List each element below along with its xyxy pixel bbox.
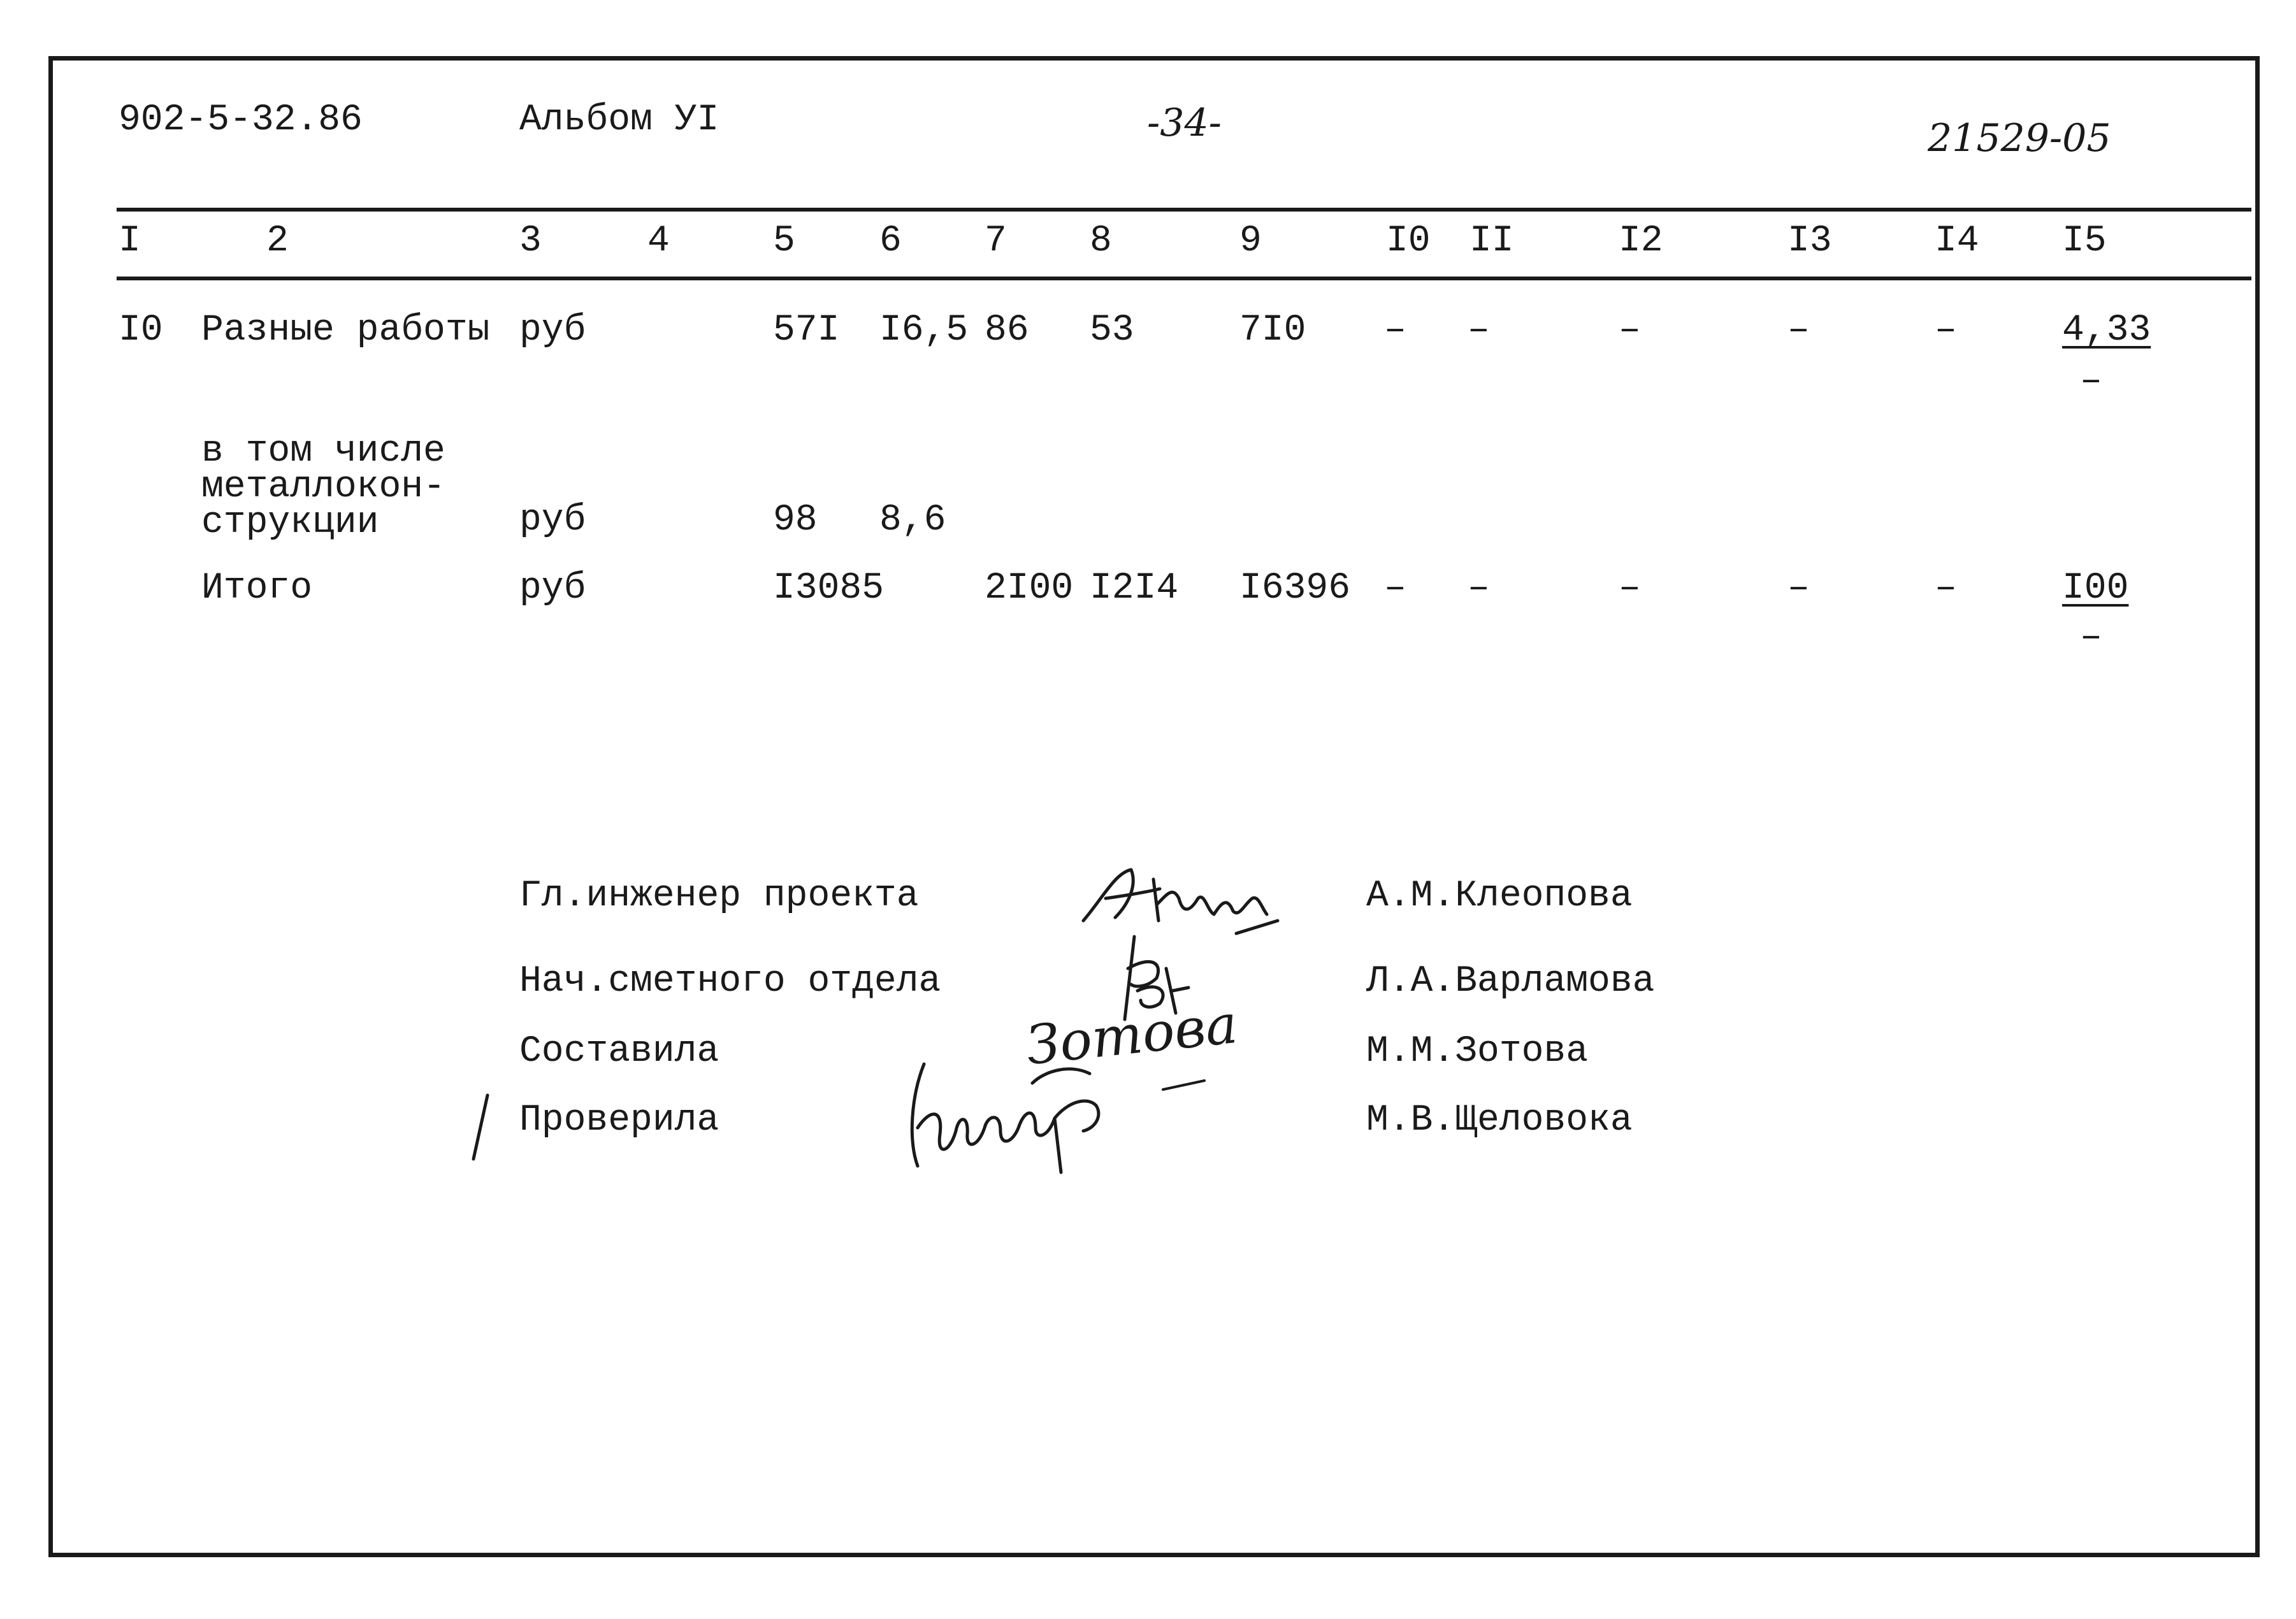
col-header: I3 [1787, 220, 1832, 262]
col-header: 6 [879, 220, 902, 262]
cell-col14: – [1935, 310, 1957, 351]
cell-col5: I3085 [773, 568, 884, 609]
row-name: Разные работы [201, 310, 490, 351]
cell-col7: 2I00 [985, 568, 1074, 609]
album-label: Альбом УI [519, 99, 719, 141]
row-unit: руб [519, 500, 586, 541]
cell-col8: I2I4 [1090, 568, 1179, 609]
col-header: I2 [1619, 220, 1663, 262]
col-header: 3 [519, 220, 542, 262]
col-header: I4 [1935, 220, 1979, 262]
cell-col7: 86 [985, 310, 1029, 351]
cell-col9: I6396 [1239, 568, 1351, 609]
col-header: I [119, 220, 141, 262]
signature-name: М.В.Щеловока [1366, 1100, 1633, 1141]
row-number: I0 [119, 310, 163, 351]
cell-col13: – [1787, 568, 1810, 609]
cell-col5: 98 [773, 500, 818, 541]
table-top-rule [117, 208, 2251, 212]
signature-name: Л.А.Варламова [1366, 961, 1655, 1002]
cell-col9: 7I0 [1239, 310, 1306, 351]
check-stroke [468, 1093, 494, 1163]
signature-name: М.М.Зотова [1366, 1031, 1589, 1072]
cell-col15-sub: – [2080, 617, 2102, 658]
page-number: -34- [1147, 101, 1222, 145]
signature-role: Гл.инженер проекта [519, 875, 919, 917]
cell-col6: 8,6 [879, 500, 946, 541]
col-header: 4 [647, 220, 670, 262]
cell-col15: 4,33 [2062, 310, 2151, 351]
cell-col15: I00 [2062, 568, 2129, 609]
col-header: 7 [985, 220, 1007, 262]
cell-col11: – [1468, 310, 1490, 351]
col-header: 8 [1090, 220, 1112, 262]
signature-flourish [1160, 1077, 1211, 1096]
table-header-rule [117, 277, 2251, 280]
col-header: 5 [773, 220, 795, 262]
doc-code: 902-5-32.86 [119, 99, 363, 141]
col-header: I0 [1386, 220, 1431, 262]
row-unit: руб [519, 310, 586, 351]
cell-col14: – [1935, 568, 1957, 609]
cell-col10: – [1384, 310, 1406, 351]
handwritten-signature [905, 1045, 1134, 1172]
col-header: 2 [266, 220, 289, 262]
row-unit: руб [519, 568, 586, 609]
col-header: I5 [2062, 220, 2107, 262]
signature-role: Проверила [519, 1100, 719, 1141]
cell-col6: I6,5 [879, 310, 969, 351]
archive-stamp: 21529-05 [1928, 116, 2111, 161]
cell-col8: 53 [1090, 310, 1134, 351]
cell-col12: – [1619, 310, 1641, 351]
row-name-line: металлокон- [201, 466, 445, 508]
cell-col12: – [1619, 568, 1641, 609]
cell-col13: – [1787, 310, 1810, 351]
signature-name: А.М.Клеопова [1366, 875, 1633, 917]
cell-col11: – [1468, 568, 1490, 609]
cell-col15-sub: – [2080, 361, 2102, 402]
page-frame [48, 56, 2260, 1557]
row-name-line: в том числе [201, 431, 445, 472]
signature-role: Составила [519, 1031, 719, 1072]
signature-role: Нач.сметного отдела [519, 961, 941, 1002]
col-header: 9 [1239, 220, 1262, 262]
row-name-line: струкции [201, 502, 379, 543]
handwritten-signature: Зотова [1023, 992, 1241, 1077]
row-name: Итого [201, 568, 313, 609]
col-header: II [1469, 220, 1514, 262]
cell-col5: 57I [773, 310, 840, 351]
cell-col10: – [1384, 568, 1406, 609]
